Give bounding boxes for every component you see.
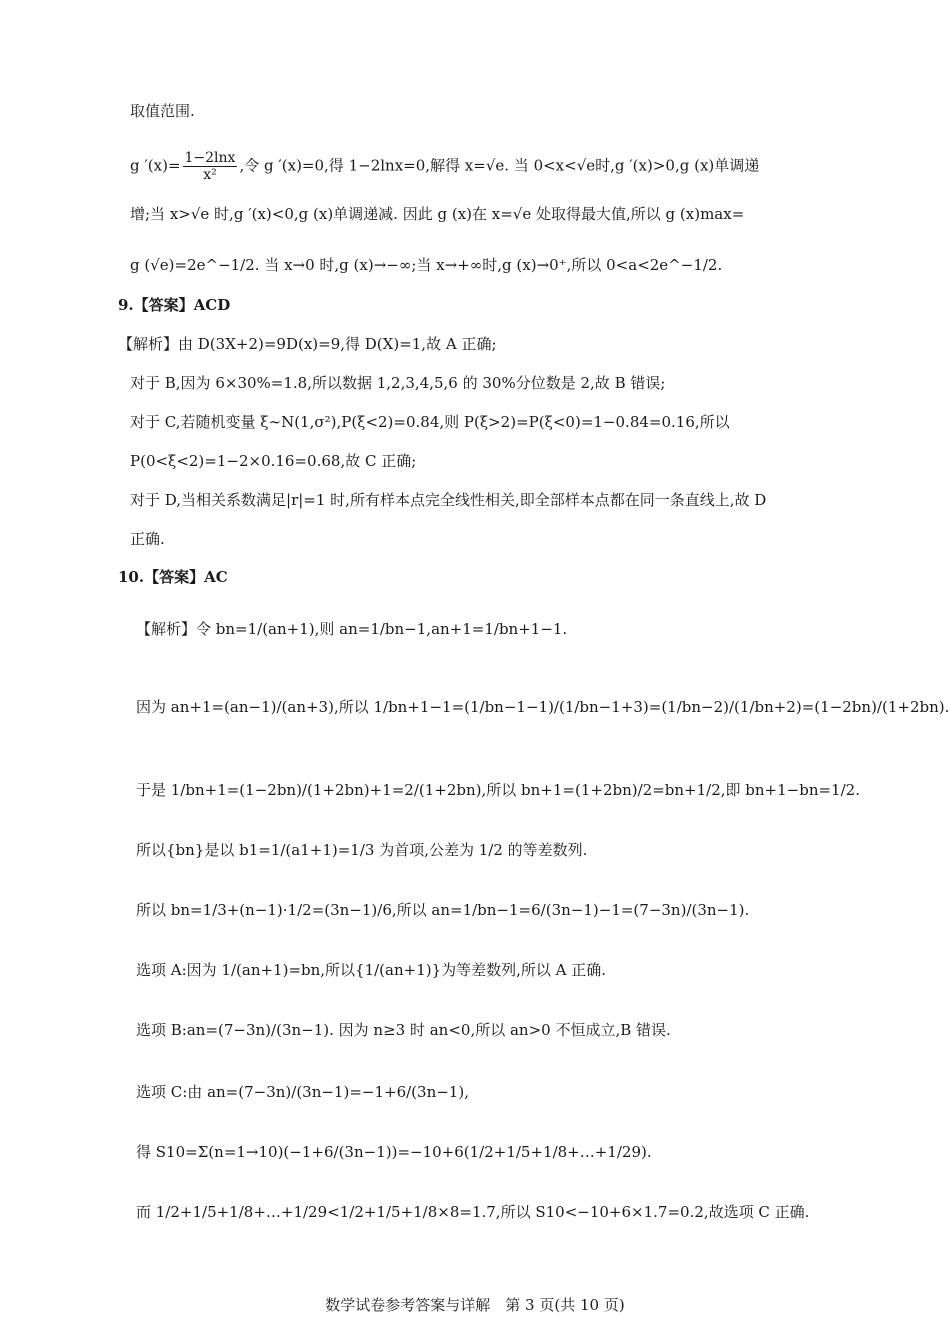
text-line: 取值范围. <box>130 102 195 120</box>
text-line: 所以 bn=1/3+(n−1)·1/2=(3n−1)/6,所以 an=1/bn−1=6/(3n−1)−1=(7−3n)/(3n−1). <box>136 901 750 919</box>
text-line: 增;当 x>√e 时,g ′(x)<0,g (x)单调递减. 因此 g (x)在 x=√e 处取得最大值,所以 g (x)max= <box>130 205 745 223</box>
text-line: g (√e)=2e^−1/2. 当 x→0 时,g (x)→−∞;当 x→+∞时,g (x)→0⁺,所以 0<a<2e^−1/2. <box>130 256 723 274</box>
answer-heading-10: 10.【答案】AC <box>118 568 228 586</box>
text-line: 对于 B,因为 6×30%=1.8,所以数据 1,2,3,4,5,6 的 30%分位数是 2,故 B 错误; <box>130 374 666 392</box>
text-line: 得 S10=Σ(n=1→10)(−1+6/(3n−1))=−10+6(1/2+1/5+1/8+…+1/29). <box>136 1143 652 1161</box>
text-line: 选项 B:an=(7−3n)/(3n−1). 因为 n≥3 时 an<0,所以 an>0 不恒成立,B 错误. <box>136 1021 671 1039</box>
text-span: ,令 g ′(x)=0,得 1−2lnx=0,解得 x=√e. 当 0<x<√e时,g ′(x)>0,g (x)单调递 <box>239 156 760 175</box>
text-line: 对于 D,当相关系数满足|r|=1 时,所有样本点完全线性相关,即全部样本点都在同一条直线上,故 D <box>130 491 767 509</box>
text-line: 正确. <box>130 530 165 548</box>
text-line: 【解析】令 bn=1/(an+1),则 an=1/bn−1,an+1=1/bn+1−1. <box>136 620 568 638</box>
text-line: 于是 1/bn+1=(1−2bn)/(1+2bn)+1=2/(1+2bn),所以 bn+1=(1+2bn)/2=bn+1/2,即 bn+1−bn=1/2. <box>136 781 860 799</box>
answer-heading-9: 9.【答案】ACD <box>118 296 231 314</box>
text-line: 而 1/2+1/5+1/8+…+1/29<1/2+1/5+1/8×8=1.7,所以 S10<−10+6×1.7=0.2,故选项 C 正确. <box>136 1203 810 1221</box>
text-line: 选项 A:因为 1/(an+1)=bn,所以{1/(an+1)}为等差数列,所以 A 正确. <box>136 961 607 979</box>
text-line: 选项 C:由 an=(7−3n)/(3n−1)=−1+6/(3n−1), <box>136 1083 469 1101</box>
text-line: P(0<ξ<2)=1−2×0.16=0.68,故 C 正确; <box>130 452 417 470</box>
text-line: 【解析】由 D(3X+2)=9D(x)=9,得 D(X)=1,故 A 正确; <box>118 335 497 353</box>
math-expr: g ′(x)= <box>130 156 181 175</box>
text-line: 因为 an+1=(an−1)/(an+3),所以 1/bn+1−1=(1/bn−1−1)/(1/bn−1+3)=(1/bn−2)/(1/bn+2)=(1−2bn)/(1+2bn). <box>136 698 950 716</box>
fraction: $\frac{1-2\ln x}{\text{x²}}$ <box>184 150 236 184</box>
text-line: 对于 C,若随机变量 ξ∼N(1,σ²),P(ξ<2)=0.84,则 P(ξ>2)=P(ξ<0)=1−0.84=0.16,所以 <box>130 413 730 431</box>
text-line <box>130 150 759 183</box>
page-footer: 数学试卷参考答案与详解 第 3 页(共 10 页) <box>325 1296 625 1314</box>
text-line: 所以{bn}是以 b1=1/(a1+1)=1/3 为首项,公差为 1/2 的等差数列. <box>136 841 588 859</box>
